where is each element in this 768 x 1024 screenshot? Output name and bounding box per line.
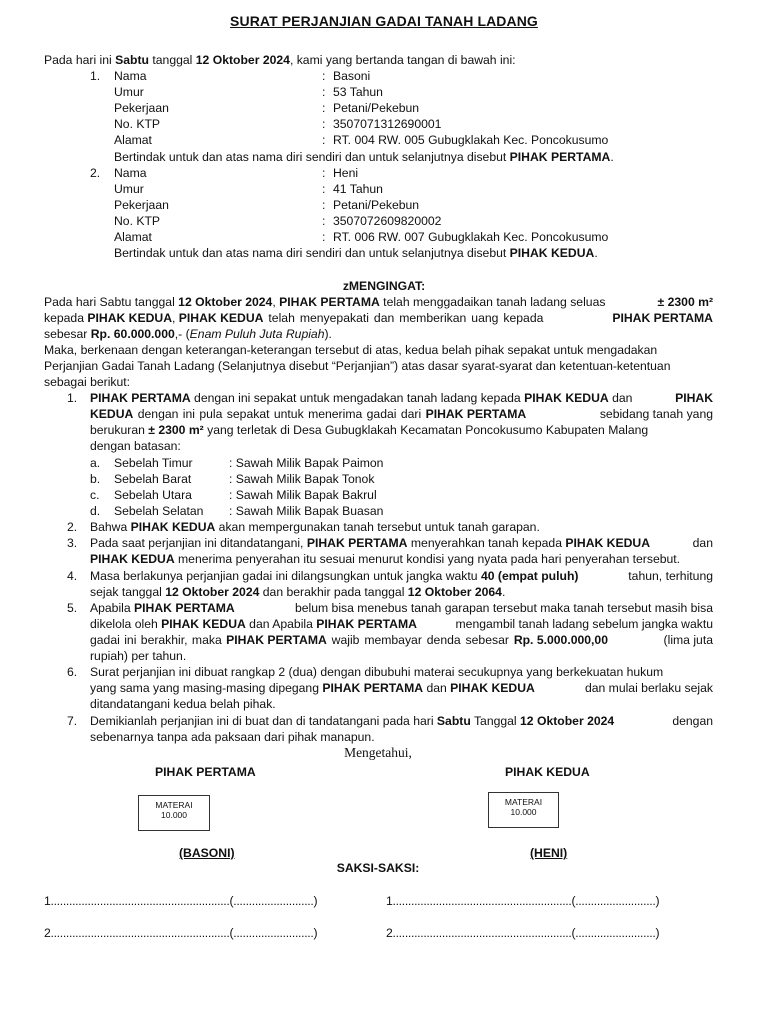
label-ktp: No. KTP xyxy=(114,214,161,228)
party-name: PIHAK KEDUA xyxy=(90,552,175,566)
border-value: : Sawah Milik Bapak Tonok xyxy=(229,472,375,486)
border-letter: d. xyxy=(90,504,101,518)
clause2-line xyxy=(90,520,540,534)
clause5-line2 xyxy=(90,617,713,631)
text: berukuran xyxy=(90,423,149,437)
party-name: PIHAK PERTAMA xyxy=(306,536,408,550)
clause7-line2: sebenarnya tanpa ada paksaan dari pihak manapun. xyxy=(90,730,375,744)
party-name: PIHAK KEDUA xyxy=(450,681,535,695)
text: menerima penyerahan itu sesuai menurut kondisi yang nyata pada hari penyerahan tersebut. xyxy=(174,552,681,566)
text: dan berakhir pada tanggal xyxy=(259,585,408,599)
text: Tanggal xyxy=(470,714,521,728)
border-letter: a. xyxy=(90,456,101,470)
party2-number: 2. xyxy=(90,166,101,180)
party2-ktp: 3507072609820002 xyxy=(333,214,442,228)
duration: 40 (empat puluh) xyxy=(480,569,579,583)
clause1-line3 xyxy=(90,423,648,437)
party1-pekerjaan: Petani/Pekebun xyxy=(333,101,420,115)
party1-role: PIHAK PERTAMA xyxy=(509,150,611,164)
colon: : xyxy=(322,133,326,147)
text: ,- ( xyxy=(174,327,190,341)
colon: : xyxy=(322,182,326,196)
clause1-number: 1. xyxy=(67,391,78,405)
clause5-line3 xyxy=(90,633,713,647)
colon: : xyxy=(322,101,326,115)
witness-line: 2..........................................................(..........................) xyxy=(44,926,318,940)
party2-act: Bertindak untuk dan atas nama diri sendiri dan untuk selanjutnya disebut xyxy=(114,246,510,260)
left-stamp-box xyxy=(138,795,210,831)
border-side: Sebelah Barat xyxy=(114,472,192,486)
colon: : xyxy=(322,117,326,131)
text: yang terletak di Desa Gubugklakah Kecamatan Poncokusumo Kabupaten Malang xyxy=(203,423,649,437)
clause6-line1: Surat perjanjian ini dibuat rangkap 2 (dua) dengan dibubuhi materai secukupnya yang berkekuatan hukum xyxy=(90,665,664,679)
clause1-line4: dengan batasan: xyxy=(90,439,181,453)
text: tahun, terhitung xyxy=(628,569,713,583)
clause3-line2 xyxy=(90,552,680,566)
colon: : xyxy=(322,69,326,83)
right-signer-name: (HENI) xyxy=(530,846,568,860)
text: wajib membayar denda sebesar xyxy=(326,633,514,647)
text: yang sama yang masing-masing dipegang xyxy=(90,681,323,695)
clause3-line1 xyxy=(90,536,713,550)
text: ). xyxy=(324,327,332,341)
witness-line: 1..........................................................(..........................) xyxy=(386,894,660,908)
text: Pada hari Sabtu tanggal xyxy=(44,295,179,309)
para1-line3 xyxy=(44,327,332,341)
party-name: PIHAK KEDUA xyxy=(178,311,264,325)
clause7-line1 xyxy=(90,714,713,728)
section-mengingat: zMENGINGAT: xyxy=(342,279,426,293)
text: dan mulai berlaku sejak xyxy=(584,681,713,695)
text: mengambil tanah ladang sebelum jangka waktu xyxy=(455,617,713,631)
text: , xyxy=(272,295,280,309)
date: 12 Oktober 2024 xyxy=(520,714,615,728)
party-name: PIHAK PERTAMA xyxy=(322,681,424,695)
party2-role-line xyxy=(114,246,598,260)
clause6-line2 xyxy=(90,681,713,695)
party-name: PIHAK xyxy=(675,391,713,405)
stamp-value: 10.000 xyxy=(161,810,187,820)
party1-end: . xyxy=(610,150,614,164)
party2-umur: 41 Tahun xyxy=(333,182,383,196)
text: belum bisa menebus tanah garapan tersebut maka tanah tersebut masih bisa xyxy=(294,601,713,615)
intro-day: Sabtu xyxy=(115,53,149,67)
border-side: Sebelah Utara xyxy=(114,488,192,502)
border-value: : Sawah Milik Bapak Buasan xyxy=(229,504,384,518)
border-side: Sebelah Selatan xyxy=(114,504,204,518)
party1-alamat: RT. 004 RW. 005 Gubugklakah Kec. Poncokusumo xyxy=(333,133,609,147)
label-alamat: Alamat xyxy=(114,230,152,244)
party-name: PIHAK KEDUA xyxy=(130,520,216,534)
party1-number: 1. xyxy=(90,69,101,83)
border-value: : Sawah Milik Bapak Paimon xyxy=(229,456,384,470)
text: Bahwa xyxy=(90,520,131,534)
party-name: PIHAK PERTAMA xyxy=(226,633,327,647)
text: (lima juta xyxy=(663,633,713,647)
label-ktp: No. KTP xyxy=(114,117,161,131)
text: gadai ini berakhir, maka xyxy=(90,633,227,647)
area: ± 2300 m² xyxy=(657,295,713,309)
colon: : xyxy=(322,230,326,244)
stamp-label: MATERAI xyxy=(504,797,543,807)
text: menyerahkan tanah kepada xyxy=(407,536,566,550)
intro-line xyxy=(44,53,516,67)
text: dengan xyxy=(672,714,713,728)
date: 12 Oktober 2024 xyxy=(165,585,260,599)
clause6-number: 6. xyxy=(67,665,78,679)
label-pekerjaan: Pekerjaan xyxy=(114,101,169,115)
left-signer-title: PIHAK PERTAMA xyxy=(155,765,256,779)
area: ± 2300 m² xyxy=(148,423,204,437)
party2-pekerjaan: Petani/Pekebun xyxy=(333,198,420,212)
clause4-number: 4. xyxy=(67,569,78,583)
colon: : xyxy=(322,85,326,99)
clause5-line1 xyxy=(90,601,713,615)
text: dan xyxy=(423,681,451,695)
text: dikelola oleh xyxy=(90,617,162,631)
clause3-number: 3. xyxy=(67,536,78,550)
label-umur: Umur xyxy=(114,85,144,99)
intro-text: , kami yang bertanda tangan di bawah ini: xyxy=(289,53,516,67)
text: dan Apabila xyxy=(245,617,317,631)
amount-words: Enam Puluh Juta Rupiah xyxy=(189,327,325,341)
clause2-number: 2. xyxy=(67,520,78,534)
witness-line: 2..........................................................(..........................) xyxy=(386,926,660,940)
text: dan xyxy=(608,391,633,405)
party-name: KEDUA xyxy=(90,407,134,421)
label-nama: Nama xyxy=(114,69,147,83)
right-signer-title: PIHAK KEDUA xyxy=(505,765,590,779)
clause6-line3: ditandatangani kedua belah pihak. xyxy=(90,697,276,711)
party-name: PIHAK PERTAMA xyxy=(134,601,235,615)
label-alamat: Alamat xyxy=(114,133,152,147)
text: , xyxy=(172,311,179,325)
clause5-line4: rupiah) per tahun. xyxy=(90,649,187,663)
clause5-number: 5. xyxy=(67,601,78,615)
clause7-number: 7. xyxy=(67,714,78,728)
border-side: Sebelah Timur xyxy=(114,456,193,470)
party1-nama: Basoni xyxy=(333,69,371,83)
party-name: PIHAK PERTAMA xyxy=(90,391,191,405)
text: dengan ini pula sepakat untuk menerima gadai dari xyxy=(133,407,426,421)
text: sejak tanggal xyxy=(90,585,166,599)
para2-line1: Maka, berkenaan dengan keterangan-keterangan tersebut di atas, kedua belah pihak sepakat untuk mengadakan xyxy=(44,343,658,357)
party2-end: . xyxy=(594,246,598,260)
party-name: PIHAK PERTAMA xyxy=(425,407,527,421)
party-name: PIHAK PERTAMA xyxy=(612,311,713,325)
text: Apabila xyxy=(90,601,135,615)
party1-ktp: 3507071312690001 xyxy=(333,117,442,131)
text: Masa berlakunya perjanjian gadai ini dilangsungkan untuk jangka waktu xyxy=(90,569,481,583)
text: kepada xyxy=(44,311,88,325)
border-letter: c. xyxy=(90,488,100,502)
intro-date: 12 Oktober 2024 xyxy=(195,53,290,67)
party1-role-line xyxy=(114,150,614,164)
witness-line: 1..........................................................(..........................) xyxy=(44,894,318,908)
para1-line2 xyxy=(44,311,713,325)
clause1-line1 xyxy=(90,391,713,405)
label-nama: Nama xyxy=(114,166,147,180)
text: telah menggadaikan tanah ladang seluas xyxy=(379,295,606,309)
colon: : xyxy=(322,166,326,180)
mengetahui-label: Mengetahui, xyxy=(344,745,412,760)
label-pekerjaan: Pekerjaan xyxy=(114,198,169,212)
colon: : xyxy=(322,214,326,228)
left-signer-name: (BASONI) xyxy=(179,846,235,860)
text: sebidang tanah yang xyxy=(599,407,713,421)
party-name: PIHAK KEDUA xyxy=(565,536,651,550)
label-umur: Umur xyxy=(114,182,144,196)
date: 12 Oktober 2024 xyxy=(178,295,273,309)
para1-line1 xyxy=(44,295,713,309)
party2-role: PIHAK KEDUA xyxy=(509,246,595,260)
clause1-line2 xyxy=(90,407,713,421)
para2-line3: sebagai berikut: xyxy=(44,375,131,389)
party1-umur: 53 Tahun xyxy=(333,85,383,99)
text: . xyxy=(501,585,506,599)
para2-line2: Perjanjian Gadai Tanah Ladang (Selanjutnya disebut “Perjanjian”) atas dasar syarat-syarat dan ketentuan-ketentuan xyxy=(44,359,671,373)
witnesses-title: SAKSI-SAKSI: xyxy=(336,861,420,875)
party1-act: Bertindak untuk dan atas nama diri sendiri dan untuk selanjutnya disebut xyxy=(114,150,510,164)
border-letter: b. xyxy=(90,472,101,486)
party-name: PIHAK KEDUA xyxy=(87,311,173,325)
text: sebesar xyxy=(44,327,91,341)
party-name: PIHAK PERTAMA xyxy=(316,617,417,631)
party-name: PIHAK KEDUA xyxy=(161,617,246,631)
text: dan xyxy=(692,536,713,550)
intro-text: tanggal xyxy=(149,53,196,67)
border-value: : Sawah Milik Bapak Bakrul xyxy=(229,488,377,502)
stamp-label: MATERAI xyxy=(155,800,193,810)
amount: Rp. 5.000.000,00 xyxy=(513,633,608,647)
party2-alamat: RT. 006 RW. 007 Gubugklakah Kec. Poncokusumo xyxy=(333,230,609,244)
text: telah menyepakati dan memberikan uang kepada xyxy=(263,311,544,325)
clause4-line1 xyxy=(90,569,713,583)
text: akan mempergunakan tanah tersebut untuk tanah garapan. xyxy=(215,520,540,534)
party-name: PIHAK KEDUA xyxy=(524,391,609,405)
text: Demikianlah perjanjian ini di buat dan di tandatangani pada hari xyxy=(90,714,437,728)
party-name: PIHAK PERTAMA xyxy=(279,295,380,309)
stamp-value: 10.000 xyxy=(510,807,537,817)
date: 12 Oktober 2064 xyxy=(407,585,502,599)
party2-nama: Heni xyxy=(333,166,359,180)
text: dengan ini sepakat untuk mengadakan tanah ladang kepada xyxy=(190,391,525,405)
intro-text: Pada hari ini xyxy=(44,53,116,67)
document-title: SURAT PERJANJIAN GADAI TANAH LADANG xyxy=(230,13,538,29)
day: Sabtu xyxy=(436,714,471,728)
clause4-line2 xyxy=(90,585,505,599)
colon: : xyxy=(322,198,326,212)
amount: Rp. 60.000.000 xyxy=(90,327,175,341)
text: Pada saat perjanjian ini ditandatangani, xyxy=(90,536,307,550)
right-stamp-box xyxy=(488,792,559,828)
